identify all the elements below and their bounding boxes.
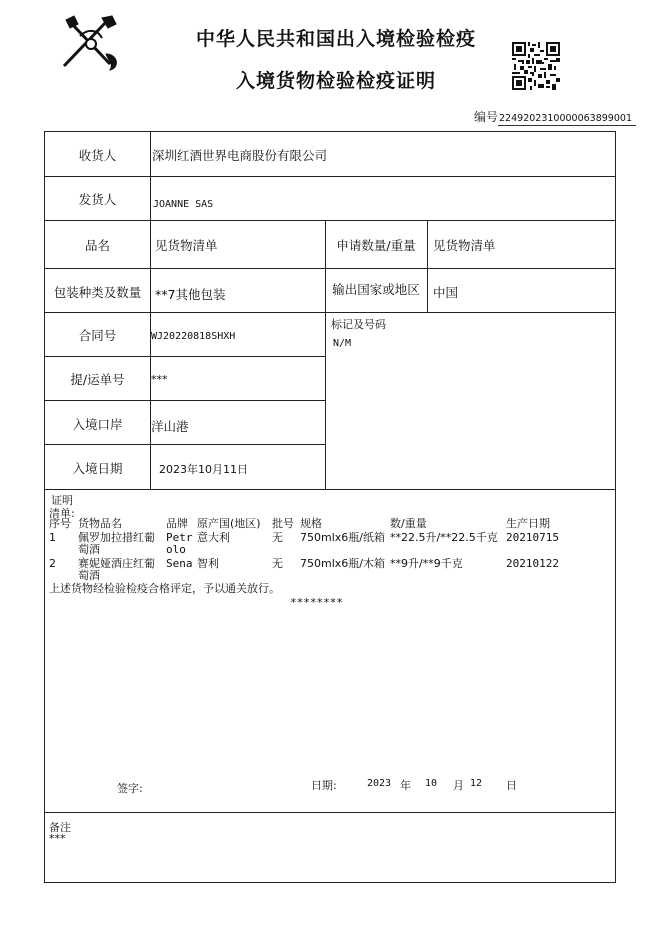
quantity-value: 见货物清单 <box>433 238 496 253</box>
date-label: 入境日期 <box>72 461 123 476</box>
sign-label: 签字: <box>117 782 143 795</box>
serial-number: 2249202310000063899001 <box>498 113 636 126</box>
row-divider <box>45 489 615 490</box>
row-origin: 智利 <box>197 557 219 570</box>
row-brand: Petr <box>166 531 193 544</box>
row-date: 20210122 <box>506 557 559 570</box>
certificate-heading: 证明 <box>51 494 73 507</box>
sign-month: 10 <box>425 778 438 789</box>
goods-label: 品名 <box>84 238 110 253</box>
document-title: 中华人民共和国出入境检验检疫 <box>195 28 476 50</box>
row-divider <box>45 220 615 221</box>
row-brand-cont: olo <box>166 543 186 556</box>
contract-value: WJ20220818SHXH <box>151 331 236 342</box>
bl-value: *** <box>151 373 168 386</box>
sign-year: 2023 <box>367 778 392 789</box>
consignor-value: JOANNE SAS <box>153 199 214 210</box>
row-divider <box>45 812 615 813</box>
row-qty: **22.5升/**22.5千克 <box>390 531 498 544</box>
sign-day: 12 <box>470 778 483 789</box>
row-divider <box>45 444 325 445</box>
column-divider <box>427 220 428 312</box>
document-subtitle: 入境货物检验检疫证明 <box>235 70 436 92</box>
row-spec: 750mlx6瓶/木箱 <box>300 557 385 570</box>
row-divider <box>45 176 615 177</box>
row-no: 1 <box>49 531 56 544</box>
bl-label: 提/运单号 <box>70 372 125 387</box>
row-name: 赛妮娅酒庄红葡 <box>78 557 155 570</box>
port-value: 洋山港 <box>151 419 189 434</box>
packing-label: 包装种类及数量 <box>53 285 142 300</box>
consignor-label: 发货人 <box>78 192 117 207</box>
col-header-origin: 原产国(地区) <box>197 517 261 530</box>
row-name: 佩罗加拉措红葡 <box>78 531 155 544</box>
quantity-label: 申请数量/重量 <box>336 238 416 253</box>
serial-number-row <box>474 108 636 125</box>
certificate-form <box>44 131 616 883</box>
row-origin: 意大利 <box>197 531 230 544</box>
col-header-date: 生产日期 <box>506 517 550 530</box>
row-divider <box>45 268 615 269</box>
row-brand: Sena <box>166 557 193 570</box>
row-divider <box>45 356 325 357</box>
row-batch: 无 <box>272 557 283 570</box>
packing-value: **7其他包装 <box>155 287 226 302</box>
consignee-label: 收货人 <box>78 148 117 163</box>
row-batch: 无 <box>272 531 283 544</box>
remarks-value: *** <box>49 832 66 845</box>
serial-label: 编号 <box>474 110 499 124</box>
col-header-qty: 数/重量 <box>390 517 427 530</box>
contract-label: 合同号 <box>78 328 117 343</box>
row-divider <box>45 312 615 313</box>
row-spec: 750mlx6瓶/纸箱 <box>300 531 385 544</box>
col-header-batch: 批号 <box>272 517 294 530</box>
list-label: 清单: <box>49 507 75 520</box>
row-divider <box>45 400 325 401</box>
marks-value: N/M <box>333 338 352 349</box>
col-header-brand: 品牌 <box>166 517 188 530</box>
row-name-cont: 萄酒 <box>78 543 100 556</box>
consignee-value: 深圳红酒世界电商股份有限公司 <box>152 148 328 163</box>
sign-day-unit: 日 <box>506 779 517 792</box>
row-no: 2 <box>49 557 56 570</box>
col-header-no: 序号 <box>49 517 71 530</box>
origin-country-label: 输出国家或地区 <box>332 282 420 297</box>
col-header-name: 货物品名 <box>78 517 122 530</box>
origin-country-value: 中国 <box>433 285 459 300</box>
sign-date-label: 日期: <box>311 779 337 792</box>
row-date: 20210715 <box>506 531 559 544</box>
row-name-cont: 萄酒 <box>78 569 100 582</box>
row-qty: **9升/**9千克 <box>390 557 463 570</box>
marks-label: 标记及号码 <box>331 318 386 331</box>
col-header-spec: 规格 <box>300 517 322 530</box>
sign-year-unit: 年 <box>400 779 411 792</box>
port-label: 入境口岸 <box>72 417 123 432</box>
date-value: 2023年10月11日 <box>159 463 248 476</box>
remarks-label: 备注 <box>49 821 71 834</box>
certificate-statement: 上述货物经检验检疫合格评定，予以通关放行。 <box>49 582 280 595</box>
sign-month-unit: 月 <box>453 779 464 792</box>
goods-value: 见货物清单 <box>155 238 218 253</box>
column-divider <box>150 132 151 489</box>
certificate-stars: ******** <box>290 596 343 609</box>
column-divider <box>325 220 326 489</box>
